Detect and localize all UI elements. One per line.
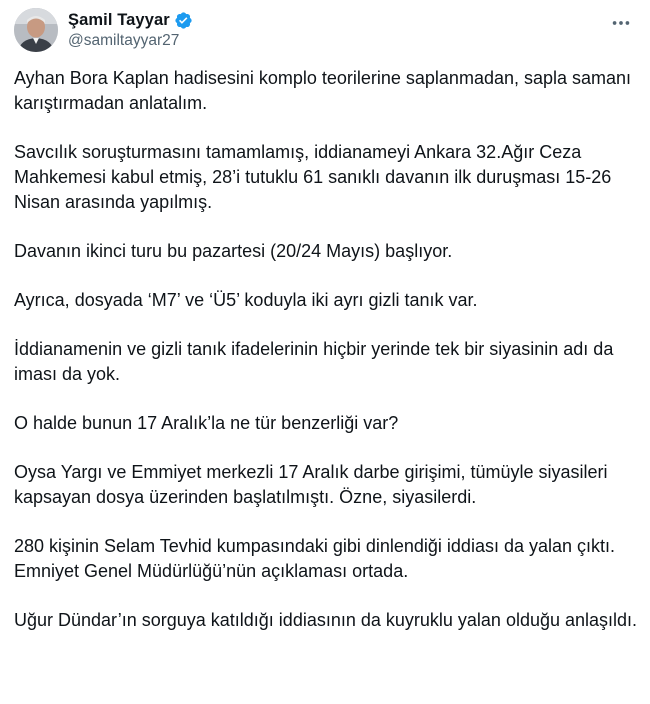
tweet-paragraph: O halde bunun 17 Aralık’la ne tür benzerliği var? bbox=[14, 413, 399, 433]
tweet-paragraph: Oysa Yargı ve Emmiyet merkezli 17 Aralık darbe girişimi, tümüyle siyasileri kapsayan dosya üzerinden başlatılmıştı. Özne, siyasilerdi. bbox=[14, 462, 608, 507]
author-info bbox=[68, 9, 193, 50]
avatar[interactable] bbox=[14, 8, 58, 52]
display-name[interactable]: Şamil Tayyar bbox=[68, 10, 170, 29]
tweet-paragraph: Ayrıca, dosyada ‘M7’ ve ‘Ü5’ koduyla iki ayrı gizli tanık var. bbox=[14, 290, 478, 310]
tweet-paragraph: 280 kişinin Selam Tevhid kumpasındaki gibi dinlendiği iddiası da yalan çıktı. Emniyet Genel Müdürlüğü’nün açıklaması ortada. bbox=[14, 536, 616, 581]
more-options-button[interactable] bbox=[606, 10, 636, 36]
more-horizontal-icon bbox=[610, 12, 632, 34]
user-handle[interactable]: @samiltayyar27 bbox=[68, 32, 180, 49]
tweet-text bbox=[14, 66, 640, 633]
profile-photo-icon bbox=[14, 8, 58, 52]
tweet-header bbox=[14, 8, 636, 56]
tweet-paragraph: İddianamenin ve gizli tanık ifadelerinin hiçbir yerinde tek bir siyasinin adı da iması da yok. bbox=[14, 339, 614, 384]
name-row bbox=[68, 9, 193, 31]
tweet-paragraph: Uğur Dündar’ın sorguya katıldığı iddiasının da kuyruklu yalan olduğu anlaşıldı. bbox=[14, 610, 638, 630]
tweet-paragraph: Ayhan Bora Kaplan hadisesini komplo teorilerine saplanmadan, sapla samanı karıştırmadan anlatalım. bbox=[14, 68, 632, 113]
tweet-paragraph: Davanın ikinci turu bu pazartesi (20/24 Mayıs) başlıyor. bbox=[14, 241, 453, 261]
verified-badge-icon bbox=[174, 11, 193, 30]
tweet-paragraph: Savcılık soruşturmasını tamamlamış, iddianameyi Ankara 32.Ağır Ceza Mahkemesi kabul etmiş, 28’i tutuklu 61 sanıklı davanın ilk duruşması 15-26 Nisan arasında yapılmış. bbox=[14, 142, 612, 212]
